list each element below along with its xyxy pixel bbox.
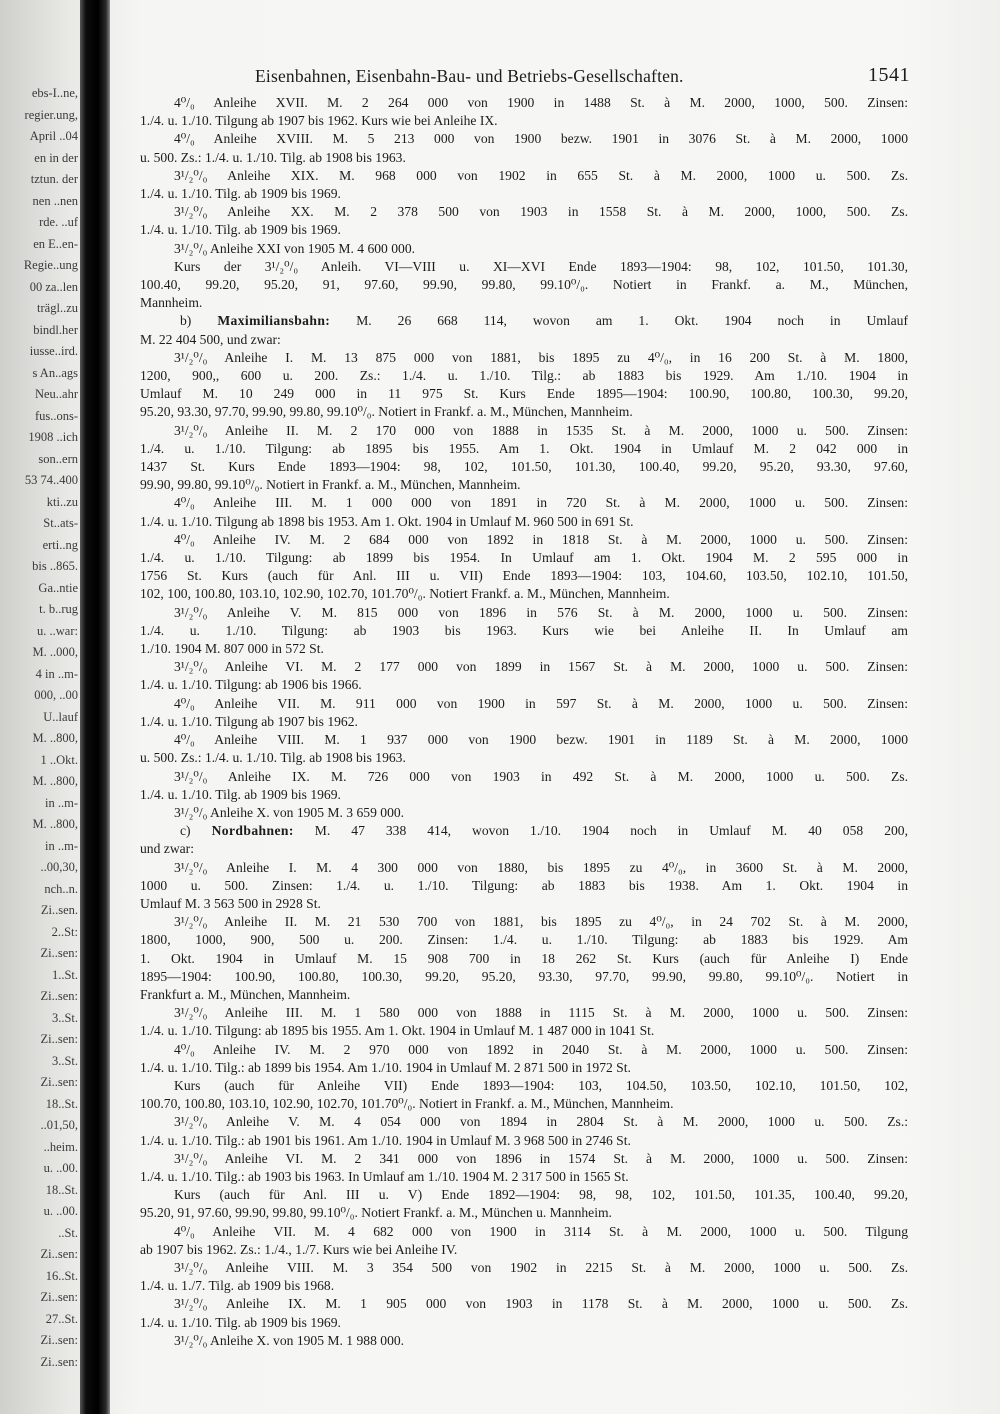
previous-page-fragment: Regie..ung (23, 258, 78, 272)
previous-page-fragment: en in der (34, 151, 78, 165)
text-line: 1./4. u. 1./7. Tilg. ab 1909 bis 1968. (140, 1279, 335, 1293)
previous-page-fragment: s An..ags (32, 366, 78, 380)
previous-page-fragment: M. ..000, (32, 645, 78, 659)
text-line: 1./4. u. 1./10. Tilgung ab 1907 bis 1962. Kurs wie bei Anleihe IX. (140, 114, 498, 128)
text-line: 4⁰/₀ Anleihe IV. M. 2 970 000 von 1892 in 2040 St. à M. 2000, 1000 u. 500. Zinsen: (174, 1043, 908, 1057)
text-line: c) Nordbahnen: M. 47 338 414, wovon 1./10. 1904 noch in Umlauf M. 40 058 200, (180, 824, 908, 838)
previous-page-fragment: son..ern (38, 452, 78, 466)
previous-page-fragment: Zi..sen: (40, 1247, 78, 1261)
text-line: 100.40, 99.20, 95.20, 91, 97.60, 99.90, 99.80, 99.10⁰/₀. Notiert in Frankf. a. M., München, (140, 278, 908, 292)
text-line: 1./4. u. 1./10. Tilg.: ab 1901 bis 1961. Am 1./10. 1904 in Umlauf M. 3 968 500 in 2746 St. (140, 1134, 631, 1148)
previous-page-fragment: bis ..865. (32, 559, 78, 573)
previous-page-fragment: nen ..nen (32, 194, 78, 208)
text-line: 1./4. u. 1./10. Tilg.: ab 1899 bis 1954. Am 1./10. 1904 in Umlauf M. 2 871 500 in 1972 St. (140, 1061, 631, 1075)
text-line: u. 500. Zs.: 1./4. u. 1./10. Tilg. ab 1908 bis 1963. (140, 151, 406, 165)
text-line: 1./4. u. 1./10. Tilg. ab 1909 bis 1969. (140, 223, 341, 237)
previous-page-fragment: u. ..00. (43, 1204, 78, 1218)
running-head: Eisenbahnen, Eisenbahn-Bau- und Betriebs-Gesellschaften. (255, 66, 684, 86)
text-line: 3¹/₂⁰/₀ Anleihe X. von 1905 M. 3 659 000. (174, 806, 405, 820)
text-line: 4⁰/₀ Anleihe XVII. M. 2 264 000 von 1900 in 1488 St. à M. 2000, 1000, 500. Zinsen: (174, 96, 908, 110)
page-header (140, 60, 910, 90)
text-line: 1./4. u. 1./10. Tilgung: ab 1903 bis 1963. Kurs wie bei Anleihe II. In Umlauf am (140, 624, 908, 638)
text-line: 95.20, 91, 97.60, 99.90, 99.80, 99.10⁰/₀. Notiert Frankf. a. M., München u. Mannheim. (140, 1206, 612, 1220)
previous-page-fragment: ..00,30, (40, 860, 78, 874)
book-gutter-shadow (80, 0, 110, 1414)
text-line: 100.70, 100.80, 103.10, 102.90, 102.70, 101.70⁰/₀. Notiert in Frankf. a. M., München, Mannheim. (140, 1097, 674, 1111)
text-line: 4⁰/₀ Anleihe VII. M. 911 000 von 1900 in 597 St. à M. 2000, 1000 u. 500. Zinsen: (174, 697, 908, 711)
text-line: M. 22 404 500, und zwar: (140, 333, 281, 347)
previous-page-fragment: U..lauf (43, 710, 78, 724)
text-line: Kurs (auch für Anl. III u. V) Ende 1892—1904: 98, 98, 102, 101.50, 101.35, 100.40, 99.20, (174, 1188, 908, 1202)
text-line: 3¹/₂⁰/₀ Anleihe II. M. 21 530 700 von 1881, bis 1895 zu 4⁰/₀, in 24 702 St. à M. 2000, (174, 915, 908, 929)
text-line: 3¹/₂⁰/₀ Anleihe V. M. 4 054 000 von 1894 in 2804 St. à M. 2000, 1000 u. 500. Zs.: (174, 1115, 908, 1129)
previous-page-fragment: Zi..sen: (40, 1075, 78, 1089)
previous-page-fragment: Ga..ntie (38, 581, 78, 595)
text-line: 1./4. u. 1./10. Tilgung: ab 1906 bis 1966. (140, 678, 362, 692)
previous-page-fragment: erti..ng (42, 538, 78, 552)
previous-page-fragment: iusse..ird. (29, 344, 78, 358)
page-number: 1541 (868, 64, 910, 86)
text-line: 3¹/₂⁰/₀ Anleihe XX. M. 2 378 500 von 1903 in 1558 St. à M. 2000, 1000, 500. Zs. (174, 205, 908, 219)
text-line: 3¹/₂⁰/₀ Anleihe X. von 1905 M. 1 988 000. (174, 1334, 405, 1348)
previous-page-fragment: bindl.her (33, 323, 78, 337)
previous-page-fragment: kti..zu (46, 495, 78, 509)
previous-page-edge (0, 86, 80, 1386)
text-line: 3¹/₂⁰/₀ Anleihe I. M. 4 300 000 von 1880, bis 1895 zu 4⁰/₀, in 3600 St. à M. 2000, (174, 861, 908, 875)
text-line: 1./4. u. 1./10. Tilgung: ab 1899 bis 1954. In Umlauf am 1. Okt. 1904 M. 2 595 000 in (140, 551, 908, 565)
previous-page-fragment: 27..St. (45, 1312, 78, 1326)
text-line: Mannheim. (140, 296, 203, 310)
text-line: 95.20, 93.30, 97.70, 99.90, 99.80, 99.10⁰/₀. Notiert in Frankf. a. M., München, Mannheim. (140, 405, 633, 419)
previous-page-fragment: 16..St. (45, 1269, 78, 1283)
text-line: 4⁰/₀ Anleihe III. M. 1 000 000 von 1891 in 720 St. à M. 2000, 1000 u. 500. Zinsen: (174, 496, 908, 510)
text-line: 3¹/₂⁰/₀ Anleihe VI. M. 2 177 000 von 1899 in 1567 St. à M. 2000, 1000 u. 500. Zinsen: (174, 660, 908, 674)
text-line: 3¹/₂⁰/₀ Anleihe III. M. 1 580 000 von 1888 in 1115 St. à M. 2000, 1000 u. 500. Zinsen: (174, 1006, 908, 1020)
previous-page-fragment: t. b..rug (39, 602, 78, 616)
previous-page-fragment: St..ats- (43, 516, 78, 530)
text-line: b) Maximiliansbahn: M. 26 668 114, wovon am 1. Okt. 1904 noch in Umlauf (180, 314, 908, 328)
previous-page-fragment: 18..St. (45, 1183, 78, 1197)
previous-page-fragment: 00 za..len (29, 280, 78, 294)
text-line: 1800, 1000, 900, 500 u. 200. Zinsen: 1./4. u. 1./10. Tilgung: ab 1883 bis 1929. Am (140, 933, 908, 947)
text-line: Kurs der 3¹/₂⁰/₀ Anleih. VI—VIII u. XI—XVI Ende 1893—1904: 98, 102, 101.50, 101.30, (174, 260, 908, 274)
previous-page-fragment: ebs-I..ne, (31, 86, 78, 100)
previous-page-fragment: ..01,50, (40, 1118, 78, 1132)
text-line: ab 1907 bis 1962. Zs.: 1./4., 1./7. Kurs wie bei Anleihe IV. (140, 1243, 458, 1257)
text-line: 3¹/₂⁰/₀ Anleihe VIII. M. 3 354 500 von 1902 in 2215 St. à M. 2000, 1000 u. 500. Zs. (174, 1261, 908, 1275)
text-line: und zwar: (140, 842, 194, 856)
previous-page-fragment: u. ..war: (37, 624, 78, 638)
previous-page-fragment: 18..St. (45, 1097, 78, 1111)
previous-page-fragment: Zi..sen: (40, 1290, 78, 1304)
previous-page-fragment: 2..St: (51, 925, 78, 939)
text-line: 4⁰/₀ Anleihe VII. M. 4 682 000 von 1900 in 3114 St. à M. 2000, 1000 u. 500. Tilgung (174, 1225, 908, 1239)
text-line: 99.90, 99.80, 99.10⁰/₀. Notiert in Frankf. a. M., München, Mannheim. (140, 478, 521, 492)
text-line: 3¹/₂⁰/₀ Anleihe VI. M. 2 341 000 von 1896 in 1574 St. à M. 2000, 1000 u. 500. Zinsen: (174, 1152, 908, 1166)
text-line: 1./4. u. 1./10. Tilg. ab 1909 bis 1969. (140, 187, 341, 201)
previous-page-fragment: nch..n. (44, 882, 78, 896)
previous-page-fragment: Zi..sen: (40, 1032, 78, 1046)
text-line: 1000 u. 500. Zinsen: 1./4. u. 1./10. Tilgung: ab 1883 bis 1938. Am 1. Okt. 1904 in (140, 879, 908, 893)
text-line: 1./4. u. 1./10. Tilg.: ab 1903 bis 1963. In Umlauf am 1./10. 1904 M. 2 317 500 in 1565 St. (140, 1170, 629, 1184)
text-line: 1./4. u. 1./10. Tilgung: ab 1895 bis 1955. Am 1. Okt. 1904 in Umlauf M. 2 042 000 in (140, 442, 908, 456)
previous-page-fragment: Zi..sen: (40, 1333, 78, 1347)
previous-page-fragment: M. ..800, (32, 774, 78, 788)
previous-page-fragment: 000, ..00 (34, 688, 78, 702)
text-line: Kurs (auch für Anleihe VII) Ende 1893—1904: 103, 104.50, 103.50, 102.10, 101.50, 102, (174, 1079, 908, 1093)
text-line: 3¹/₂⁰/₀ Anleihe IX. M. 726 000 von 1903 in 492 St. à M. 2000, 1000 u. 500. Zs. (174, 770, 908, 784)
text-line: 3¹/₂⁰/₀ Anleihe XIX. M. 968 000 von 1902 in 655 St. à M. 2000, 1000 u. 500. Zs. (174, 169, 908, 183)
previous-page-fragment: in ..m- (45, 796, 78, 810)
text-line: Frankfurt a. M., München, Mannheim. (140, 988, 351, 1002)
text-line: 3¹/₂⁰/₀ Anleihe I. M. 13 875 000 von 1881, bis 1895 zu 4⁰/₀, in 16 200 St. à M. 1800, (174, 351, 908, 365)
text-line: 1./4. u. 1./10. Tilg. ab 1909 bis 1969. (140, 1316, 341, 1330)
text-line: 102, 100, 100.80, 103.10, 102.90, 102.70, 101.70⁰/₀. Notiert Frankf. a. M., München, Mannheim. (140, 587, 670, 601)
text-line: 3¹/₂⁰/₀ Anleihe IX. M. 1 905 000 von 1903 in 1178 St. à M. 2000, 1000 u. 500. Zs. (174, 1297, 908, 1311)
previous-page-fragment: 1..St. (51, 968, 78, 982)
previous-page-fragment: 1 ..Okt. (40, 753, 78, 767)
text-line: 1. Okt. 1904 in Umlauf M. 15 908 700 in 18 262 St. Kurs (auch für Anleihe I) Ende (140, 952, 908, 966)
previous-page-fragment: 3..St. (51, 1011, 78, 1025)
previous-page-fragment: tztun. der (30, 172, 78, 186)
previous-page-fragment: Zi..sen: (40, 1355, 78, 1369)
previous-page-fragment: Zi..sen: (40, 946, 78, 960)
previous-page-fragment: Zi..sen. (40, 903, 78, 917)
text-line: 1895—1904: 100.90, 100.80, 100.30, 99.20, 95.20, 93.30, 97.70, 99.90, 99.80, 99.10⁰/₀. Notiert in (140, 970, 908, 984)
text-line: 4⁰/₀ Anleihe XVIII. M. 5 213 000 von 1900 bezw. 1901 in 3076 St. à M. 2000, 1000 (174, 132, 908, 146)
previous-page-fragment: 1908 ..ich (28, 430, 78, 444)
text-line: 1./4. u. 1./10. Tilgung ab 1898 bis 1953. Am 1. Okt. 1904 in Umlauf M. 960 500 in 691 St. (140, 515, 634, 529)
text-line: u. 500. Zs.: 1./4. u. 1./10. Tilg. ab 1908 bis 1963. (140, 751, 406, 765)
previous-page-fragment: M. ..800, (32, 817, 78, 831)
previous-page-fragment: April ..04 (29, 129, 78, 143)
text-line: 4⁰/₀ Anleihe IV. M. 2 684 000 von 1892 in 1818 St. à M. 2000, 1000 u. 500. Zinsen: (174, 533, 908, 547)
text-line: 1200, 900,, 600 u. 200. Zs.: 1./4. u. 1./10. Tilg.: ab 1883 bis 1929. Am 1./10. 1904 in (140, 369, 908, 383)
text-line: 1437 St. Kurs Ende 1893—1904: 98, 102, 101.50, 101.30, 100.40, 99.20, 95.20, 93.30, 97.60, (140, 460, 908, 474)
previous-page-fragment: u. ..00. (43, 1161, 78, 1175)
previous-page-fragment: ..heim. (43, 1140, 78, 1154)
previous-page-fragment: fus..ons- (34, 409, 78, 423)
previous-page-fragment: rde. ..uf (39, 215, 78, 229)
text-line: 1./4. u. 1./10. Tilg. ab 1909 bis 1969. (140, 788, 341, 802)
text-line: Umlauf M. 10 249 000 in 11 975 St. Kurs Ende 1895—1904: 100.90, 100.80, 100.30, 99.20, (140, 387, 908, 401)
previous-page-fragment: regier.ung, (24, 108, 78, 122)
previous-page-fragment: Neu..ahr (34, 387, 78, 401)
previous-page-fragment: M. ..800, (32, 731, 78, 745)
previous-page-fragment: in ..m- (45, 839, 78, 853)
text-line: 3¹/₂⁰/₀ Anleihe II. M. 2 170 000 von 1888 in 1535 St. à M. 2000, 1000 u. 500. Zinsen: (174, 424, 908, 438)
previous-page-fragment: ..St. (58, 1226, 78, 1240)
previous-page-fragment: 53 74..400 (24, 473, 78, 487)
previous-page-fragment: 3..St. (51, 1054, 78, 1068)
text-line: 1./10. 1904 M. 807 000 in 572 St. (140, 642, 324, 656)
text-line: 1./4. u. 1./10. Tilgung: ab 1895 bis 1955. Am 1. Okt. 1904 in Umlauf M. 1 487 000 in 1041 St. (140, 1024, 655, 1038)
text-line: 3¹/₂⁰/₀ Anleihe XXI von 1905 M. 4 600 000. (174, 242, 416, 256)
previous-page-fragment: Zi..sen: (40, 989, 78, 1003)
text-line: 3¹/₂⁰/₀ Anleihe V. M. 815 000 von 1896 in 576 St. à M. 2000, 1000 u. 500. Zinsen: (174, 606, 908, 620)
previous-page-fragment: en E..en- (33, 237, 78, 251)
text-line: 1./4. u. 1./10. Tilgung ab 1907 bis 1962. (140, 715, 358, 729)
text-line: 1756 St. Kurs (auch für Anl. III u. VII) Ende 1893—1904: 103, 104.60, 103.50, 102.10, 101.50, (140, 569, 908, 583)
text-line: 4⁰/₀ Anleihe VIII. M. 1 937 000 von 1900 bezw. 1901 in 1189 St. à M. 2000, 1000 (174, 733, 908, 747)
previous-page-fragment: trägl..zu (37, 301, 78, 315)
previous-page-fragment: 4 in ..m- (35, 667, 78, 681)
text-line: Umlauf M. 3 563 500 in 2928 St. (140, 897, 321, 911)
